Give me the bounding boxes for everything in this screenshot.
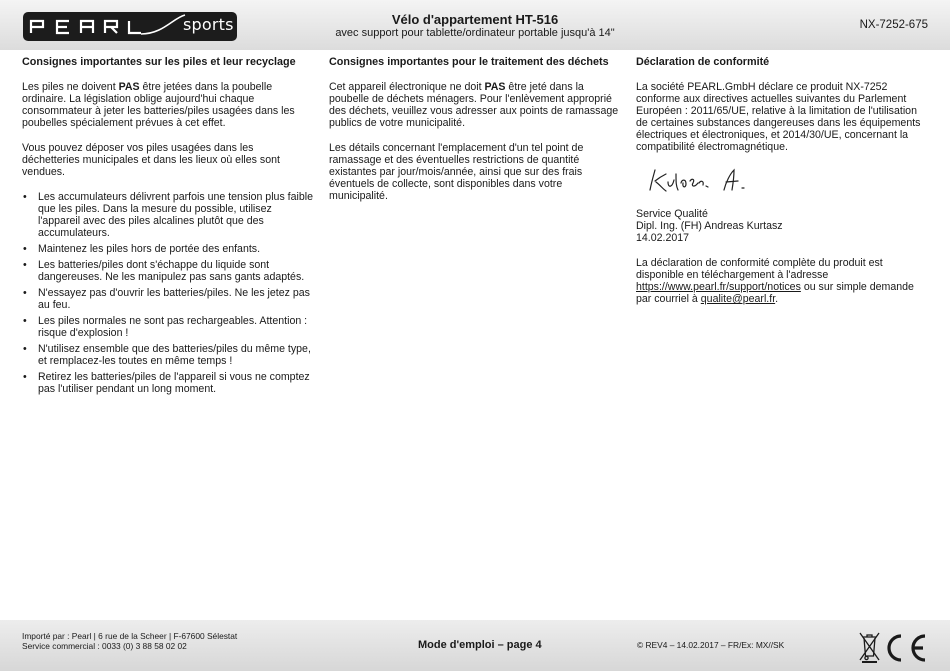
section-heading: Déclaration de conformité bbox=[636, 56, 770, 68]
page-footer bbox=[0, 620, 950, 671]
emphasis: PAS bbox=[118, 81, 140, 93]
paragraph bbox=[22, 81, 314, 129]
paragraph bbox=[636, 257, 928, 305]
importer-info bbox=[22, 631, 237, 651]
page-header bbox=[0, 0, 950, 50]
list-item: • N'essayez pas d'ouvrir les batteries/piles. Ne les jetez pas au feu. bbox=[22, 287, 314, 311]
product-subtitle: avec support pour tablette/ordinateur portable jusqu'à 14" bbox=[335, 27, 615, 39]
revision-info: © REV4 – 14.02.2017 – FR/Ex: MX//SK bbox=[637, 640, 785, 650]
email-link[interactable]: qualite@pearl.fr bbox=[700, 293, 776, 305]
signature-icon bbox=[646, 166, 766, 196]
ce-mark-icon bbox=[889, 636, 925, 660]
signatory-department: Service Qualité bbox=[636, 208, 708, 220]
paragraph bbox=[329, 81, 621, 129]
list-item: • Les piles normales ne sont pas rechargeables. Attention : risque d'explosion ! bbox=[22, 315, 314, 339]
bullet-list bbox=[22, 191, 314, 395]
list-item: • Les accumulateurs délivrent parfois une tension plus faible que les piles. Dans la mesure du possible, utilisez l'appareil avec des piles alcalines plutôt que des accumulateurs. bbox=[22, 191, 314, 239]
logo-sports-text: sports bbox=[183, 15, 234, 34]
list-item: • Retirez les batteries/piles de l'appareil si vous ne comptez pas l'utiliser pendant un long moment. bbox=[22, 371, 314, 395]
conformity-section bbox=[636, 56, 928, 318]
page-number: Mode d'emploi – page 4 bbox=[418, 639, 542, 651]
signatory-name: Dipl. Ing. (FH) Andreas Kurtasz bbox=[636, 220, 783, 232]
notices-link[interactable]: https://www.pearl.fr/support/notices bbox=[636, 281, 801, 293]
importer-address: Importé par : Pearl | 6 rue de la Scheer | F-67600 Sélestat bbox=[22, 631, 238, 641]
battery-recycling-section bbox=[22, 56, 314, 399]
list-item: • Maintenez les piles hors de portée des enfants. bbox=[22, 243, 314, 255]
paragraph: Vous pouvez déposer vos piles usagées dans les déchetteries municipales et dans les lieux où elles sont vendues. bbox=[22, 142, 280, 178]
paragraph: Les détails concernant l'emplacement d'un tel point de ramassage et des éventuelles restrictions de quantité existantes par jour/mois/année, ainsi que sur des frais éventuels de collecte, sont disponibles dans votre municipalité. bbox=[329, 142, 584, 202]
signature-date: 14.02.2017 bbox=[636, 232, 690, 244]
crossed-bin-icon bbox=[860, 633, 879, 663]
list-item: • Les batteries/piles dont s'échappe du liquide sont dangereuses. Ne les manipulez pas sans gants adaptés. bbox=[22, 259, 314, 283]
text: être jetées dans la poubelle ordinaire. La législation oblige aujourd'hui chaque consommateur à jeter les batteries/piles usagées dans les poubelles spécialement prévues à cet effet. bbox=[22, 81, 295, 129]
emphasis: PAS bbox=[484, 81, 506, 93]
text: Cet appareil électronique ne doit bbox=[329, 81, 485, 93]
pearl-sports-logo bbox=[23, 12, 237, 41]
certification-marks bbox=[857, 630, 929, 664]
text: être jeté dans la poubelle de déchets ménagers. Pour l'enlèvement approprié des déchets, veuillez vous adresser aux points de ramassage publics de votre municipalité. bbox=[329, 81, 619, 129]
waste-treatment-section bbox=[329, 56, 621, 215]
text: Les piles ne doivent bbox=[22, 81, 119, 93]
signature bbox=[646, 166, 928, 196]
section-heading: Consignes importantes sur les piles et leur recyclage bbox=[22, 56, 296, 68]
text: . bbox=[775, 293, 779, 305]
service-phone: Service commercial : 0033 (0) 3 88 58 02 02 bbox=[22, 641, 187, 651]
paragraph: La société PEARL.GmbH déclare ce produit NX-7252 conforme aux directives actuelles suivantes du Parlement Européen : 2011/65/UE, relative à la limitation de l'utilisation de certaines substances dangereuses dans les équipements électriques et électroniques, et 2014/30/UE, concernant la compatibilité électromagnétique. bbox=[636, 81, 921, 153]
product-code: NX-7252-675 bbox=[859, 19, 928, 31]
product-title: Vélo d'appartement HT-516 bbox=[391, 12, 559, 27]
list-item: • N'utilisez ensemble que des batteries/piles du même type, et remplacez-les toutes en même temps ! bbox=[22, 343, 314, 367]
text: La déclaration de conformité complète du produit est disponible en téléchargement à l'adresse bbox=[636, 257, 883, 281]
text: ou sur simple demande par courriel à bbox=[636, 281, 914, 305]
section-heading: Consignes importantes pour le traitement des déchets bbox=[329, 56, 609, 68]
